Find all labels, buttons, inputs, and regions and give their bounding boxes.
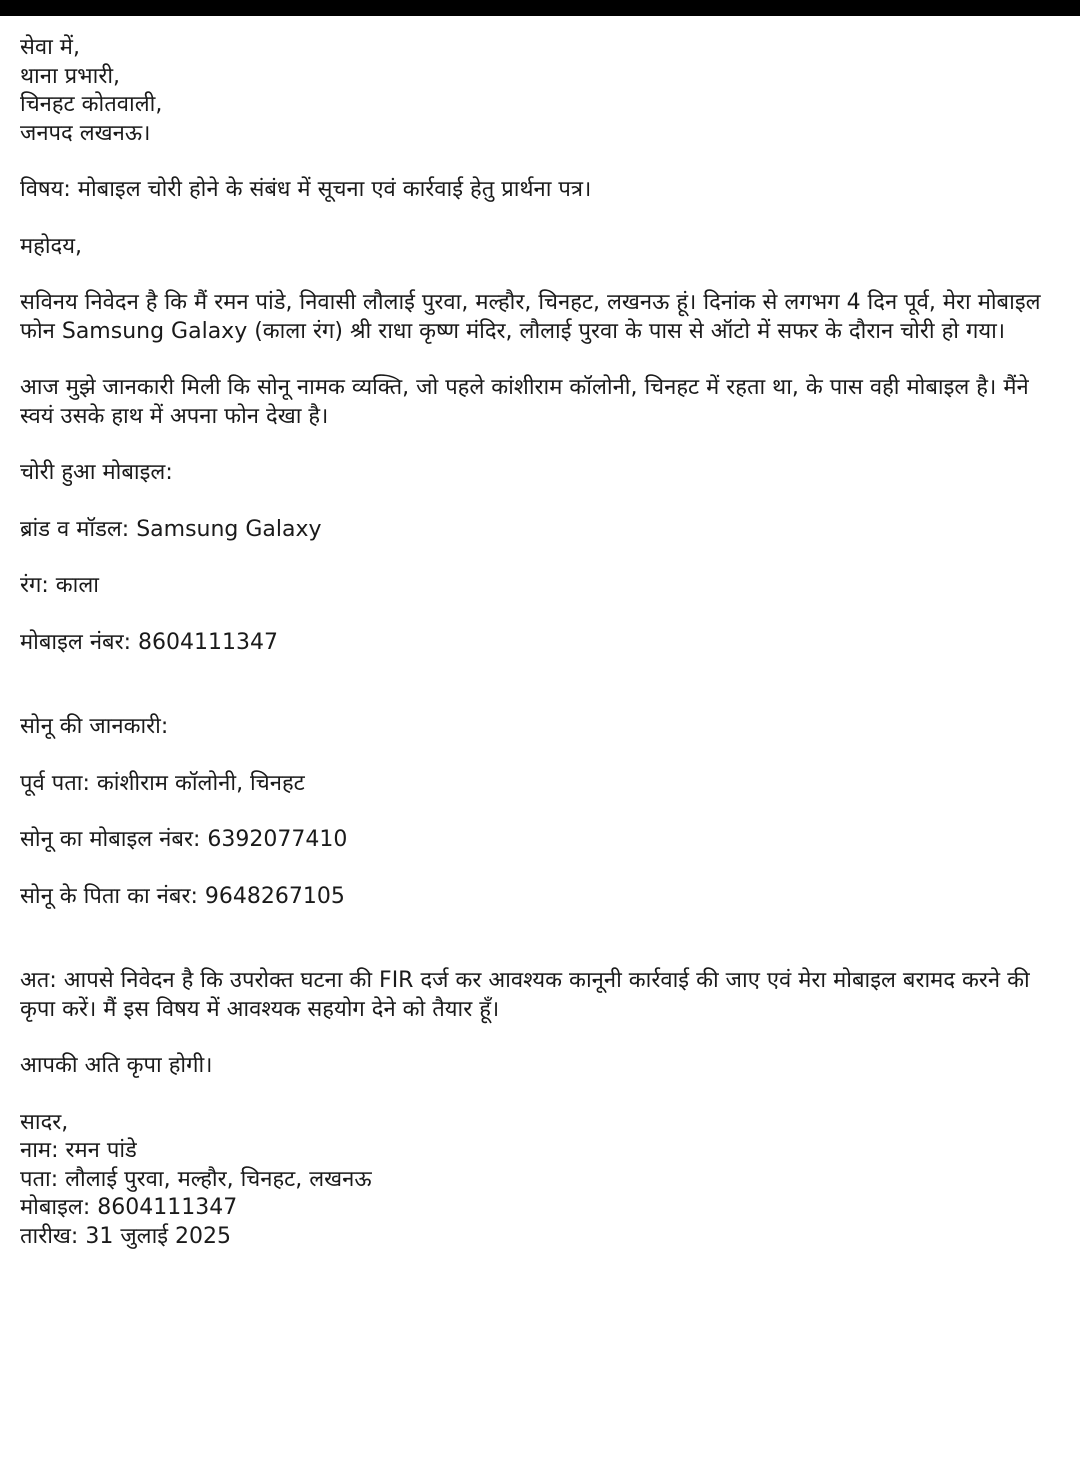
status-bar	[0, 0, 1080, 16]
detail-line: सोनू के पिता का नंबर: 9648267105	[20, 883, 345, 909]
signature-line: सादर,	[20, 1109, 69, 1135]
address-line: सेवा में,	[20, 35, 80, 60]
signature-line: पता: लौलाई पुरवा, मल्हौर, चिनहट, लखनऊ	[20, 1166, 372, 1192]
detail-line: सोनू का मोबाइल नंबर: 6392077410	[20, 827, 348, 852]
address-line: थाना प्रभारी,	[20, 63, 121, 89]
salutation: महोदय,	[20, 233, 82, 259]
signature-line: तारीख: 31 जुलाई 2025	[20, 1223, 232, 1249]
signature-line: नाम: रमन पांडे	[20, 1138, 137, 1163]
section-heading: चोरी हुआ मोबाइल:	[20, 460, 173, 485]
closing-line: आपकी अति कृपा होगी।	[20, 1053, 213, 1078]
request-paragraph: अत: आपसे निवेदन है कि उपरोक्त घटना की FIR दर्ज कर आवश्यक कानूनी कार्रवाई की जाए एवं मेरा मोबाइल बरामद करने की कृपा करें। मैं इस विषय में आवश्यक सहयोग देने को तैयार हूँ।	[20, 968, 1037, 1022]
recipient-address	[20, 34, 1064, 148]
address-line: जनपद लखनऊ।	[20, 120, 151, 146]
signature-block	[20, 1109, 1064, 1252]
detail-line: रंग: काला	[20, 573, 99, 598]
subject-line: विषय: मोबाइल चोरी होने के संबंध में सूचना एवं कार्रवाई हेतु प्रार्थना पत्र।	[20, 177, 592, 202]
detail-line: ब्रांड व मॉडल: Samsung Galaxy	[20, 516, 322, 542]
letter-document	[20, 34, 1064, 1251]
body-paragraph: आज मुझे जानकारी मिली कि सोनू नामक व्यक्ति, जो पहले कांशीराम कॉलोनी, चिनहट में रहता था, के पास वही मोबाइल है। मैंने स्वयं उसके हाथ में अपना फोन देखा है।	[20, 375, 1036, 429]
section-heading: सोनू की जानकारी:	[20, 714, 169, 739]
detail-line: मोबाइल नंबर: 8604111347	[20, 629, 278, 655]
body-paragraph: सविनय निवेदन है कि मैं रमन पांडे, निवासी लौलाई पुरवा, मल्हौर, चिनहट, लखनऊ हूं। दिनांक से लगभग 4 दिन पूर्व, मेरा मोबाइल फोन Samsung Galaxy (काला रंग) श्री राधा कृष्ण मंदिर, लौलाई पुरवा के पास से ऑटो में सफर के दौरान चोरी हो गया।	[20, 290, 1048, 344]
signature-line: मोबाइल: 8604111347	[20, 1195, 238, 1220]
detail-line: पूर्व पता: कांशीराम कॉलोनी, चिनहट	[20, 770, 305, 796]
address-line: चिनहट कोतवाली,	[20, 92, 163, 117]
